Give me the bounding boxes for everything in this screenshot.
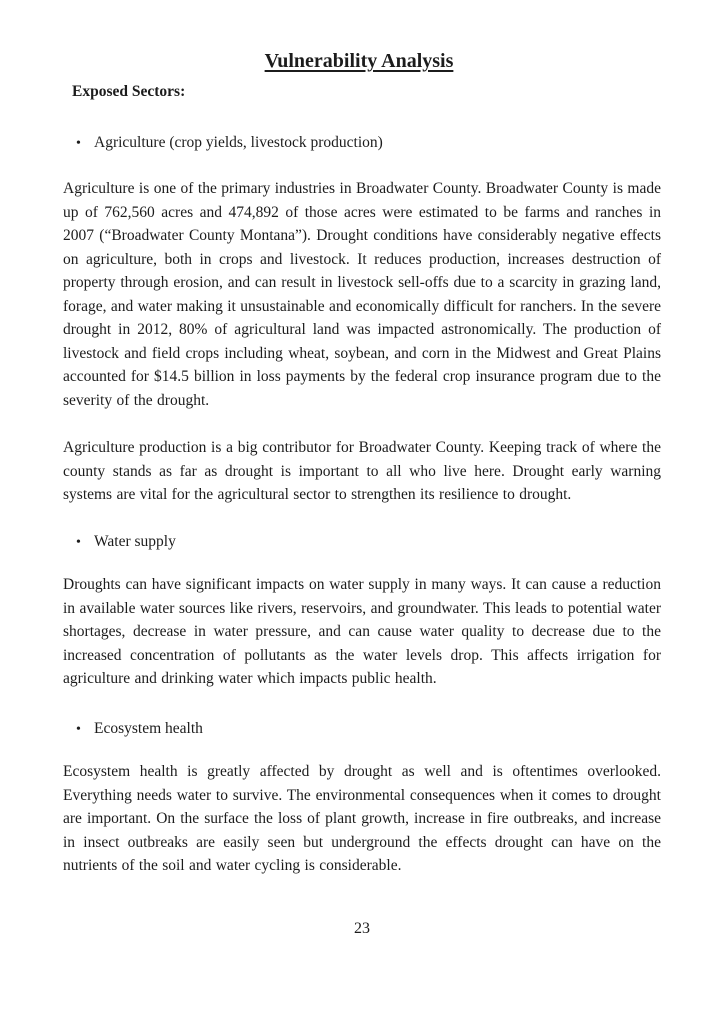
paragraph-ecosystem-health: Ecosystem health is greatly affected by drought as well and is oftentimes overlooked. Everything needs water to survive. The environmental consequences when it comes to drought are important. On the surface the loss of plant growth, increase in fire outbreaks, and increase in insect outbreaks are easily seen but underground the effects drought can have on the nutrients of the soil and water cycling is considerable. (63, 763, 661, 874)
exposed-sectors-heading: Exposed Sectors: (72, 83, 186, 100)
bullet-icon (76, 531, 94, 555)
paragraph-water-supply: Droughts can have significant impacts on water supply in many ways. It can cause a reduction in available water sources like rivers, reservoirs, and groundwater. This leads to potential water shortages, decrease in water pressure, and can cause water quality to decrease due to the increased concentration of pollutants as the water levels drop. This affects irrigation for agriculture and drinking water which impacts public health. (63, 576, 661, 687)
bullet-label-agriculture: Agriculture (crop yields, livestock production) (94, 133, 383, 151)
bullet-item-water-supply (76, 530, 661, 555)
bullet-item-ecosystem-health (76, 717, 661, 742)
page-title-text: Vulnerability Analysis (264, 50, 454, 72)
bullet-label-water-supply: Water supply (94, 532, 176, 550)
bullet-icon (76, 718, 94, 742)
paragraph-agriculture-2: Agriculture production is a big contributor for Broadwater County. Keeping track of where the county stands as far as drought is important to all who live here. Drought early warning systems are vital for the agricultural sector to strengthen its resilience to drought. (63, 439, 661, 503)
paragraph-agriculture-1: Agriculture is one of the primary industries in Broadwater County. Broadwater County is made up of 762,560 acres and 474,892 of those acres were estimated to be farms and ranches in 2007 (“Broadwater County Montana”). Drought conditions have considerably negative effects on agriculture, both in crops and livestock. It reduces production, increases destruction of property through erosion, and can result in livestock sell-offs due to a scarcity in grazing land, forage, and water making it unsustainable and economically difficult for ranchers. In the severe drought in 2012, 80% of agricultural land was impacted astronomically. The production of livestock and field crops including wheat, soybean, and corn in the Midwest and Great Plains accounted for $14.5 billion in loss payments by the federal crop insurance program due to the severity of the drought. (63, 180, 662, 409)
page-number: 23 (354, 920, 370, 937)
bullet-item-agriculture (76, 131, 661, 156)
page-title (63, 48, 661, 74)
bullet-icon (76, 132, 94, 156)
bullet-label-ecosystem-health: Ecosystem health (94, 719, 203, 737)
